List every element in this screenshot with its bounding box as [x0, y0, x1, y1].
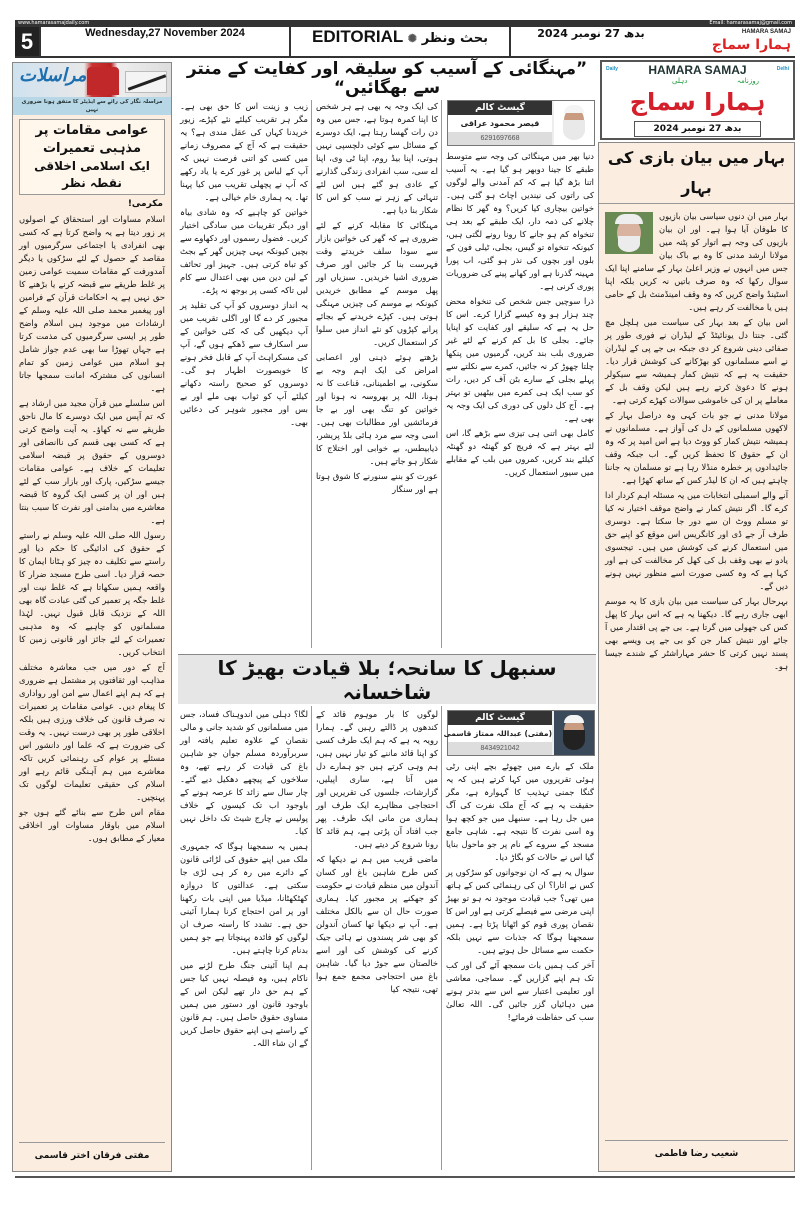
letters-banner	[13, 63, 171, 97]
article-1-col-middle	[316, 100, 438, 498]
paragraph: آنے والے اسمبلی انتخابات میں یہ مسئلہ اہم کردار ادا کرے گا۔ اگر نتیش کمار نے واضح موقف اختیار نہ کیا تو مسلم ووٹ ان سے دور جا سکتا ہے۔ دوسری طرف آر جے ڈی اور کانگریس اس موقع کو اپنے حق میں استعمال کرنے کی کوشش میں ہیں۔ تیجسوی یادو نے بھی وقف بل کی کھل کر مخالفت کی ہے اور کہا ہے کہ وہ کسی صورت اسے منظور نہیں ہونے دیں گے۔	[605, 490, 788, 591]
guest-column-label: گیسٹ کالم	[448, 101, 552, 115]
masthead-daily: Daily	[606, 66, 618, 72]
star-icon: ✺	[407, 33, 417, 45]
masthead-name-en: HAMARA SAMAJ	[648, 63, 747, 77]
paragraph: آخر کب ہمیں بات سمجھ آئے گی اور کب تک ہم اپنے گزاریں گے۔ سماجی، معاشی اور تعلیمی اعتبار سے اس سے بدتر ہونے میں دہائیاں گزر جائیں گی۔ اللہ تعالیٰ سب کی حفاظت فرمائے!	[446, 960, 594, 1022]
author-photo	[605, 212, 653, 254]
date-urdu: بدھ 27 نومبر 2024	[537, 27, 645, 40]
paragraph: ماضی قریب میں ہم نے دیکھا کہ کس طرح شاہین باغ اور کسان آندولن میں منظم قیادت نے حکومت کو جھکنے پر مجبور کیا۔ ہماری صورت حال ان سے بالکل مختلف ہے۔ آپ نے دیکھا تھا کسان آندولن کو بھی شر پسندوں نے ہائی جیک کرنے کی کوشش کی اور اسے خالصتان سے جوڑ دیا گیا۔ شاہین باغ میں احتجاجی مجمع جمع ہوا تھی، نتیجہ کیا	[316, 854, 438, 994]
author-name: قیصر محمود عراقی	[448, 115, 552, 132]
article-2-col-right	[446, 760, 594, 1026]
paragraph: دنیا بھر میں مہنگائی کی وجہ سے متوسط طبقے کا جینا دوبھر ہو گیا ہے۔ یہ آسیب اتنا بڑھ گیا ہے کہ کم آمدنی والے لوگوں کی راتوں کی نیندیں اچاٹ ہو گئی ہیں۔ خواتین بیچاری کیا کریں؟ وہ گھر کا نظام چلانے کی ذمہ دار، ایک طبقے کے بعد ہی تنخواہ کم ہو جانے کا رونا رونے لگتی ہیں، کیونکہ تنخواہ تو گیس، بجلی، ٹیلی فون کے بلوں اور بچوں کی نذر ہو گئی، اب پورا مہینہ گذرنا ہے اور کھانے پینے کی ضروریات پوری کرنی ہے۔	[446, 151, 594, 291]
section-title	[289, 27, 511, 56]
author-photo	[554, 711, 594, 755]
masthead-city: Delhi	[776, 66, 789, 72]
opinion-column	[598, 142, 795, 1172]
author-name: (مفتی) عبداللہ ممتاز قاسمی	[448, 725, 552, 742]
article-1-col-right	[446, 150, 594, 481]
paragraph: سوال یہ ہے کہ ان نوجوانوں کو سڑکوں پر کس نے اتارا؟ ان کی رہنمائی کس کے ہاتھ میں تھی؟ جب قیادت موجود نہ ہو تو بھیڑ اپنی مرضی سے فیصلے کرتی ہے اور اس کا نقصان پوری قوم کو اٹھانا پڑتا ہے۔ ہمیں سمجھنا ہوگا کہ جذبات سے نہیں بلکہ حکمت سے مسائل حل ہوتے ہیں۔	[446, 867, 594, 955]
guest-column-label: گیسٹ کالم	[448, 711, 552, 725]
masthead	[600, 60, 795, 140]
masthead-name-ur: ہمارا سماج	[629, 88, 766, 116]
paragraph: اسلام مساوات اور استحقاق کے اصولوں پر زور دیتا ہے یہ واضح کرتا ہے کہ کسی بھی انفرادی یا اجتماعی سرگرمیوں اور مقاصد کے حصول کے لئے سڑکوں یا دیگر آمدورفت کے مقامات سمیت عوامی زمین پر غلط طریقے سے قبضہ کرنے یا بڑھنے کا حق نہیں ہے یہ احکامات قرآن کے فرامین اور پیغمبر محمد صلی اللہ علیہ وسلم کے ارشادات میں موجود ہیں اسلام واضح طور پر ایسی سرگرمیوں کی مذمت کرتا ہے جہاں تھوڑا سا بھی عدم جواز شامل ہو اسلام میں عوامی زمین کو تمام انسانوں کی مشترکہ امانت سمجھا جاتا ہے۔	[19, 214, 165, 393]
paragraph: مقام اس طرح سے بنائے گئے ہوں جو اسلام میں باوقار مساوات اور اخلاقی معیار کے مطابق ہوں۔	[19, 807, 165, 843]
paragraph: ذرا سوچیں جس شخص کی تنخواہ محض چند ہزار ہو وہ کیسے گزارا کرے۔ اس کا حل یہ ہے کہ سلیقے اور کفایت کو اپنایا جائے۔ بجلی کا بل کم کرنے کے لئے غیر ضروری بلب بند کریں، گرمیوں میں پنکھا چلتا چھوڑ کر نہ جائیں، کمرے سے نکلتے سے پہلے بجلی کے سارے بٹن آف کر دیں، رات کو سب ایک ہی کمرے میں بیٹھیں تو بہتر ہے۔ آج کل دلوں کی دوری کی ایک وجہ یہ بھی ہے۔	[446, 296, 594, 423]
mini-logo-ur: ہمارا سماج	[711, 37, 791, 53]
guest-column-box-2	[443, 710, 595, 756]
paragraph: مولانا مدنی نے جو بات کہی وہ دراصل بہار کے لاکھوں مسلمانوں کے دل کی آواز ہے۔ مسلمانوں نے ہمیشہ نتیش کمار کو ووٹ دیا ہے اس امید پر کہ وہ ان کے حقوق کا تحفظ کریں گے۔ اب جبکہ وقف جائیدادوں پر خطرہ منڈلا رہا ہے تو مسلمان یہ جاننا چاہتے ہیں کہ ان کا لیڈر کس کے ساتھ کھڑا ہے۔	[605, 410, 788, 485]
paragraph: ہمیں یہ سمجھنا ہوگا کہ جمہوری ملک میں اپنے حقوق کی لڑائی قانون کے دائرے میں رہ کر ہی لڑی جا سکتی ہے۔ عدالتوں کا دروازہ کھٹکھٹانا، میڈیا میں اپنی بات رکھنا اور پر امن احتجاج کرنا ہمارا آئینی حق ہے۔ تشدد کا راستہ صرف ان لوگوں کو فائدہ پہنچاتا ہے جو ہمیں بدنام کرنا چاہتے ہیں۔	[180, 841, 308, 955]
paragraph: ملک کے بارے میں چھوٹے بچے اپنی رٹی ہوئی تقریروں میں کہا کرتے ہیں کہ یہ گنگا جمنی تہذیب کا گہوارہ ہے، مگر حقیقت یہ ہے کہ آج ملک نفرت کی آگ میں جل رہا ہے۔ سنبھل میں جو کچھ ہوا وہ اسی نفرت کا نتیجہ ہے۔ شاہی جامع مسجد کے سروے کے نام پر جو ماحول بنایا گیا اس نے حالات کو بگاڑ دیا۔	[446, 761, 594, 862]
paragraph: کی ایک وجہ یہ بھی ہے ہر شخص کا اپنا کمرہ ہوتا ہے، جس میں وہ دن رات گھسا رہتا ہے، ایک دوسرے کے مسائل سے کوئی دلچسپی نہیں ہوتی، اپنا بیڈ روم، اپنا ٹی وی، اپنا اے سی، سب انفرادی زندگی گذارنے کے عادی ہو گئے ہیں اس لئے تنہائی کے زہر نے سب کو اس کا شکار بنا دیا ہے۔	[316, 101, 438, 215]
column-divider	[441, 706, 442, 1170]
article-1-col-left	[180, 100, 308, 431]
letters-column	[12, 62, 172, 1172]
paragraph: اس بیان کے بعد بہار کی سیاست میں ہلچل مچ گئی۔ جنتا دل یونائیٹڈ کے لیڈران نے فوری طور پر صفائی دینی شروع کر دی جبکہ بی جے پی کے لیڈران نے اسے مسلمانوں کو بھڑکانے کی کوشش قرار دیا۔ حقیقت یہ ہے کہ نتیش کمار ہمیشہ سے سیکولر ہونے کا دعویٰ کرتے رہے ہیں لیکن وقف بل کے معاملے پر ان کی خاموشی سوالات کھڑے کرتی ہے۔	[605, 317, 788, 405]
paragraph: مہنگائی کا مقابلہ کرنے کے لئے ضروری ہے کہ گھر کی خواتین بازار سے سودا سلف خریدتے وقت فہرست بنا کر جائیں اور صرف ضروری اشیا خریدیں۔ سبزیاں اور پھل موسم کے مطابق خریدیں کیونکہ بے موسم کی چیزیں مہنگی ہوتی ہیں۔ کپڑے خریدنے کے بجائے پرانے کپڑوں کو نئے انداز میں سلوا کر استعمال کریں۔	[316, 220, 438, 347]
salutation: مکرمی!	[127, 199, 163, 209]
letters-disclaimer: مراسلہ نگار کی رائے سے ایڈیٹر کا متفق ہونا ضروری نہیں	[13, 97, 171, 115]
mini-logo-en: HAMARA SAMAJ	[741, 29, 791, 35]
column-divider	[441, 100, 442, 648]
article-2-headline-band	[178, 654, 596, 704]
paragraph: خواتین کو چاہیے کہ وہ شادی بیاہ اور دیگر تقریبات میں سادگی اختیار کریں۔ فضول رسموں اور دکھاوے سے بچیں کیونکہ یہی چیزیں گھر کے بجٹ کو تباہ کرتی ہیں۔ جہیز اور تحائف کے لین دین میں بھی اعتدال سے کام لیں تاکہ کسی پر بوجھ نہ پڑے۔	[180, 207, 308, 295]
masthead-roznama: روزنامہ	[736, 77, 759, 85]
letter-body	[19, 213, 165, 1136]
letter-headline-2: ایک اسلامی اخلاقی نقطہ نظر	[34, 159, 150, 190]
paragraph: ہم اپنا آئینی جنگ طرح لڑنے میں ناکام ہیں، وہ فیصلہ نہیں کیا جس کے ہم حق دار تھے لیکن اس کے باوجود قانون اور دستور میں ہمیں مساوی حقوق حاصل ہیں۔ ہم قانون کے راستے ہی اپنے حقوق حاصل کریں گے ان شاء اللہ۔	[180, 960, 308, 1048]
website: www.hamarasamajdaily.com	[18, 20, 90, 26]
paragraph: کامل بھی اتنی ہی تیزی سے بڑھے گا، اس لئے بہتر ہے کہ فریج کو گھنٹہ دو گھنٹہ کیلئے بند کریں، کمروں میں بلب کے مقابلے میں سیور استعمال کریں۔	[446, 428, 594, 477]
author-phone: 8434921042	[448, 742, 552, 755]
masthead-dehli: دہلی	[672, 77, 688, 85]
section-title-ur: بحث ونظر	[421, 31, 488, 46]
page-bottom-rule	[15, 1176, 795, 1178]
top-strip	[15, 20, 795, 27]
author-photo	[554, 101, 594, 145]
letter-headline-1: عوامی مقامات پر مذہبی تعمیرات	[35, 123, 149, 156]
column-divider	[311, 706, 312, 1170]
article-2-col-left	[180, 708, 308, 1052]
column-divider	[311, 100, 312, 648]
section-title-en: EDITORIAL	[312, 27, 404, 46]
paragraph: لگا؟ دہلی میں اندوہناک فساد، جس میں مسلمانوں کو شدید جانی و مالی نقصان کے علاوہ تعلیم یافتہ اور سربرآوردہ مسلم جوان جو شاہین باغ کی قیادت کر رہے تھے، وہ سلاخوں کے پیچھے دھکیل دیے گئے۔ چار سال سے زائد کا عرصہ ہونے کے باوجود اب تک کیسوں کے خلاف پولیس نے چارج شیٹ تک داخل نہیں کیا۔	[180, 709, 308, 836]
postbox-icon	[87, 67, 119, 95]
article-1-headline: ”مہنگائی کے آسیب کو سلیقہ اور کفایت کے منتر سے بھگائیں“	[186, 59, 588, 98]
paragraph: یہ انداز دوسروں کو آپ کی تقلید پر مجبور کر دے گا اور اگلی تقریب میں آپ دیکھیں گی کہ کئی خواتین کے سر اسکارف سے ڈھکے ہوں گے، آپ کی مسکراہٹ آپ کے قابل فخر ہونے کا خوبصورت اظہار ہو گی۔ دوسروں کو صحیح راستہ دکھانے کیلئے آپ کو ثواب بھی ملے اور بے بس اور مجبور شوہر کی دعائیں بھی۔	[180, 300, 308, 427]
email: Email: hamarasamaj@gmail.com	[709, 20, 792, 26]
paragraph: بہرحال بہار کی سیاست میں بیان بازی کا یہ موسم ابھی جاری رہے گا۔ دیکھنا یہ ہے کہ اس بہار کا پھل کس کی جھولی میں گرتا ہے۔ بی جے پی اقتدار میں آ جائے اور نتیش کمار جن کو بی جے پی ویسے بھی پسند نہیں کرتی کا حشر مہاراشٹر کے شندے جیسا ہو۔	[605, 596, 788, 671]
paragraph: زیب و زینت اس کا حق بھی ہے۔ مگر ہر تقریب کیلئے نئے کپڑے، زیور خریدنا کہاں کی عقل مندی ہے؟ یہ حقیقت ہے کہ آج کے مصروف زمانے میں کسی کو اتنی فرصت نہیں کہ آپ کے لباس پر غور کرے یا یاد رکھے کہ آپ نے پچھلی تقریب میں کیا پہنا تھا۔ یہ ہماری خام خیالی ہے۔	[180, 101, 308, 202]
mini-logo	[671, 27, 795, 56]
paragraph: اس سلسلے میں قرآن مجید میں ارشاد ہے کہ تم آپس میں ایک دوسرے کا مال ناحق طریقے سے نہ کھاؤ۔ یہ آیت واضح کرتی ہے کہ کسی بھی قسم کی ناانصافی اور دوسروں کے حقوق پر قبضہ اسلامی تعلیمات کے خلاف ہے۔ عوامی مقامات جیسے سڑکیں، پارک اور بازار سب کے لئے ہیں اور ان پر کسی ایک گروہ کا قبضہ معاشرے میں بدامنی اور نفرت کا سبب بنتا ہے۔	[19, 398, 165, 525]
opinion-body	[605, 210, 788, 1134]
opinion-author: شعیب رضا فاطمی	[605, 1140, 788, 1159]
paragraph: آج کے دور میں جب معاشرہ مختلف مذاہب اور ثقافتوں پر مشتمل ہے ضروری ہے کہ ہم اپنے اعمال سے امن اور رواداری کا پیغام دیں۔ عوامی مقامات پر تعمیرات نہ صرف قانون کی خلاف ورزی ہیں بلکہ اخلاقی طور پر بھی درست نہیں۔ یہ وقت کی ضرورت ہے کہ علما اور دانشور اس مسئلے پر عوام کی رہنمائی کریں تاکہ معاشرے میں ہم آہنگی قائم رہے اور اسلام کی حقیقی تعلیمات لوگوں تک پہنچیں۔	[19, 662, 165, 802]
masthead-date: بدھ 27 نومبر 2024	[634, 121, 761, 137]
letter-headline	[19, 119, 165, 195]
paragraph: رسول اللہ صلی اللہ علیہ وسلم نے راستے کے حقوق کی ادائیگی کا حکم دیا اور راستے سے تکلیف دہ چیز کو ہٹانا ایمان کا حصہ قرار دیا۔ اسی طرح مسجد ضرار کا واقعہ ہمیں سکھاتا ہے کہ غلط نیت اور غلط جگہ پر تعمیر کی گئی عبادت گاہ بھی اللہ کے نزدیک قابل قبول نہیں۔ لہٰذا مسلمانوں کو چاہیے کہ وہ مذہبی تعمیرات کے لئے جائز اور قانونی زمین کا انتخاب کریں۔	[19, 530, 165, 657]
paragraph: بہار میں ان دنوں سیاسی بیان بازیوں کا طوفان آیا ہوا ہے۔ اور ان بیان بازیوں کی وجہ ہے اتوار کو پٹنہ میں مولانا ارشد مدنی کا وہ بے باک بیان جس میں انہوں نے وزیر اعلیٰ بہار کے سامنے اپنا ایک سوال رکھا کہ وہ صرف باتیں نہ کریں بلکہ اپنا اسٹینڈ واضح کریں کہ وہ وقف امینڈمنٹ بل کے حامی ہیں یا مخالفت کر رہے ہیں۔	[605, 211, 788, 312]
author-phone: 6291697668	[448, 132, 552, 145]
paragraph: عورت کو بننے سنورنے کا شوق ہوتا ہے اور سنگار	[316, 471, 438, 494]
article-2-headline: سنبھل کا سانحہ؛ بلا قیادت بھیڑ کا شاخسانہ	[217, 656, 557, 704]
letters-banner-title: مراسلات	[19, 65, 87, 86]
paragraph: لوگوں کا بار موہوم قائد کے کندھوں پر ڈالتے رہیں گے۔ ہمارا رویہ یہ ہے کہ ہم ایک طرف کسی کو اپنا قائد ماننے کو تیار نہیں ہیں، ہم وہی کرتے ہیں جو ہمارے دل میں آتا ہے، ساری اپیلیں، گزارشات، جلسوں کی تقریریں اور احتجاجی مظاہرے ایک طرف اور ہماری من مانی ایک طرف۔ پھر جب افتاد آن پڑتی ہے، ہم قائد کا رونا شروع کر دیتے ہیں۔	[316, 709, 438, 849]
article-2-col-middle	[316, 708, 438, 998]
paragraph: بڑھتے ہوئے ذہنی اور اعصابی امراض کی ایک اہم وجہ بے سکونی، بے اطمینانی، قناعت کا نہ ہونا، اللہ پر بھروسہ نہ ہونا اور خواتین کو تنگ بھی اور بے جا فرمائشیں اور مطالبات بھی ہیں۔ اسی وجہ سے مرد ہائی بلڈ پریشر، ذیابیطس، بے خوابی اور اختلاج کا شکار ہو جاتے ہیں۔	[316, 352, 438, 466]
page-header	[15, 27, 795, 58]
letter-author: مفتی فرقان اختر قاسمی	[19, 1142, 165, 1161]
page-number: 5	[15, 27, 39, 56]
date-english: Wednesday,27 November 2024	[39, 27, 289, 56]
guest-column-box-1	[447, 100, 595, 146]
opinion-headline: بہار میں بیان بازی کی بہار	[599, 143, 794, 204]
